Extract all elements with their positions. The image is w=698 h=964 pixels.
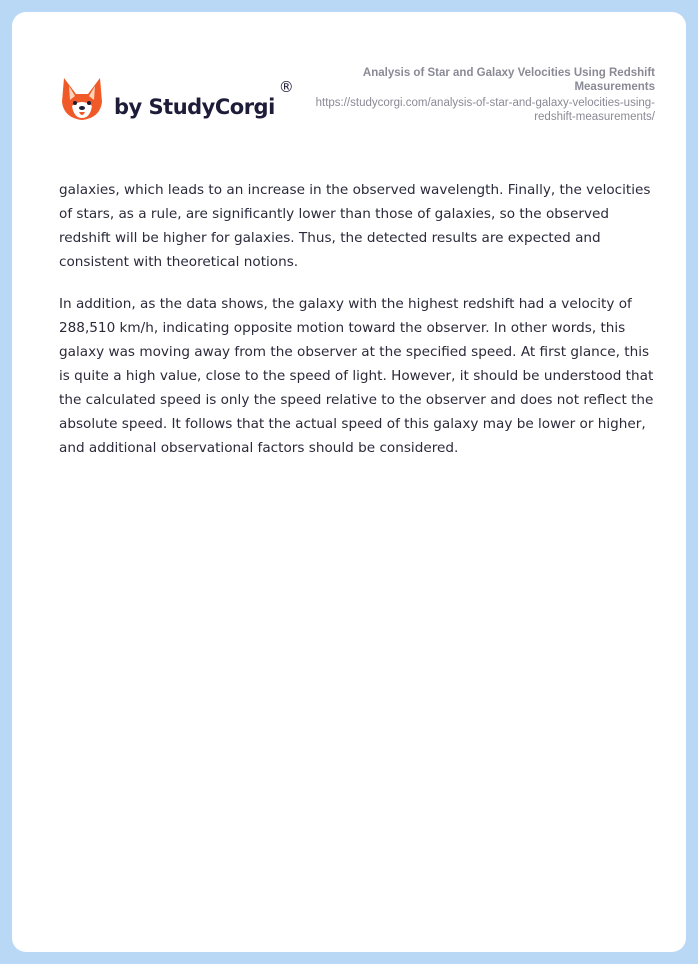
- document-body: [59, 178, 655, 478]
- paragraph: In addition, as the data shows, the galaxy with the highest redshift had a velocity of 288,510 km/h, indicating opposite motion toward the observer. In other words, this galaxy was moving away from the observer at the specified speed. At first glance, this is quite a high value, close to the speed of light. However, it should be understood that the calculated speed is only the speed relative to the observer and does not reflect the absolute speed. It follows that the actual speed of this galaxy may be lower or higher, and additional observational factors should be considered.: [59, 296, 654, 456]
- document-url[interactable]: https://studycorgi.com/analysis-of-star-and-galaxy-velocities-using-redshift-measurements/: [315, 97, 655, 123]
- document-title: Analysis of Star and Galaxy Velocities Using Redshift Measurements: [362, 67, 655, 93]
- corgi-icon: [60, 76, 104, 122]
- document-page: [12, 12, 686, 952]
- studycorgi-logo[interactable]: [60, 76, 294, 122]
- document-header: [295, 66, 655, 124]
- brand-name: by StudyCorgi: [114, 95, 275, 119]
- paragraph: galaxies, which leads to an increase in the observed wavelength. Finally, the velocities of stars, as a rule, are significantly lower than those of galaxies, so the observed redshift will be higher for galaxies. Thus, the detected results are expected and consistent with theoretical notions.: [59, 182, 651, 270]
- registered-mark: ®: [278, 78, 294, 96]
